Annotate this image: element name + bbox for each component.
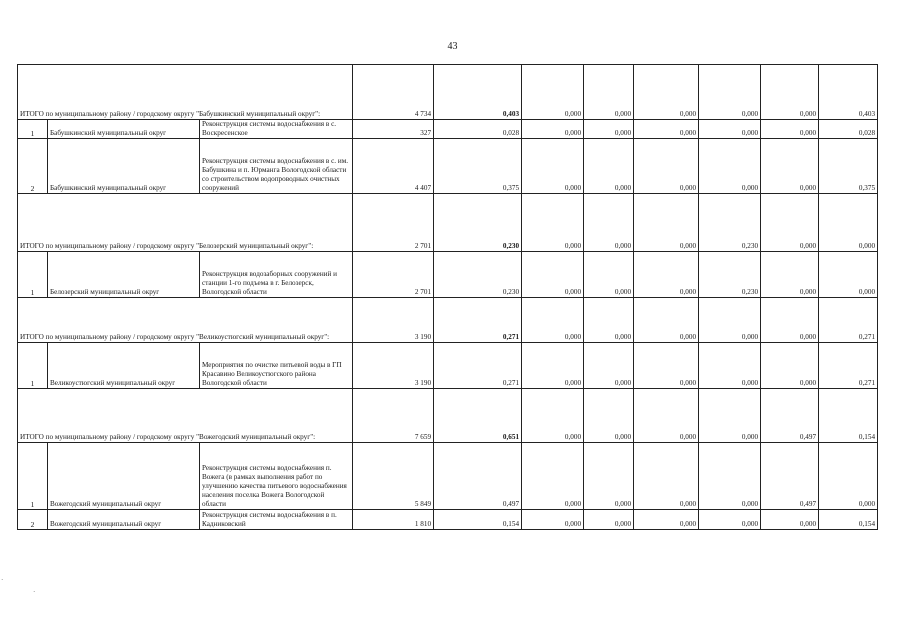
total-value-cell: 0,403 [434,65,522,120]
total-value-cell: 0,000 [634,298,699,343]
value-cell: 0,000 [819,443,878,510]
municipality-cell: Вожегодский муниципальный округ [48,443,200,510]
total-value-cell: 0,000 [699,389,761,443]
value-cell: 0,028 [819,120,878,139]
value-cell: 0,000 [761,139,819,194]
total-value-cell: 0,271 [434,298,522,343]
total-value-cell: 0,000 [634,65,699,120]
value-cell: 0,154 [434,510,522,530]
row-index: 1 [18,120,48,139]
total-label: ИТОГО по муниципальному району / городскому округу "Бабушкинский муниципальный округ": [18,65,353,120]
row-index: 2 [18,510,48,530]
project-description-cell: Реконструкция системы водоснабжения в с. им. Бабушкина и п. Юрманга Вологодской области со строительством водопроводных очистных сооружений [200,139,353,194]
value-cell: 0,000 [584,252,634,298]
total-value-cell: 0,000 [761,194,819,252]
total-row [18,298,878,343]
project-description-cell: Реконструкция системы водоснабжения в п. Кадниковский [200,510,353,530]
value-cell: 5 849 [353,443,434,510]
table-row [18,139,878,194]
total-value-cell: 0,000 [699,65,761,120]
total-value-cell: 2 701 [353,194,434,252]
total-value-cell: 0,000 [761,298,819,343]
total-row [18,65,878,120]
total-value-cell: 0,000 [584,65,634,120]
value-cell: 0,000 [761,343,819,389]
value-cell: 0,000 [522,139,584,194]
value-cell: 0,000 [634,252,699,298]
value-cell: 0,000 [634,443,699,510]
margin-mark: · [33,588,36,596]
total-value-cell: 0,000 [819,194,878,252]
total-label: ИТОГО по муниципальному району / городскому округу "Великоустюгский муниципальный округ": [18,298,353,343]
total-value-cell: 0,154 [819,389,878,443]
project-description-cell: Мероприятия по очистке питьевой воды в ГП Красавино Великоустюгского района Вологодской области [200,343,353,389]
value-cell: 0,000 [584,443,634,510]
total-value-cell: 0,000 [584,194,634,252]
value-cell: 0,000 [699,443,761,510]
value-cell: 0,230 [434,252,522,298]
value-cell: 0,000 [761,510,819,530]
project-description-cell: Реконструкция системы водоснабжения в с. Воскресенское [200,120,353,139]
total-value-cell: 7 659 [353,389,434,443]
table-row [18,443,878,510]
value-cell: 0,000 [522,510,584,530]
value-cell: 0,000 [584,139,634,194]
row-index: 2 [18,139,48,194]
total-value-cell: 0,230 [434,194,522,252]
value-cell: 4 407 [353,139,434,194]
value-cell: 2 701 [353,252,434,298]
value-cell: 0,375 [819,139,878,194]
value-cell: 0,000 [819,252,878,298]
value-cell: 0,271 [819,343,878,389]
value-cell: 0,000 [699,510,761,530]
table-row [18,343,878,389]
total-value-cell: 0,497 [761,389,819,443]
value-cell: 0,000 [522,343,584,389]
value-cell: 0,000 [584,120,634,139]
value-cell: 0,000 [634,343,699,389]
value-cell: 0,000 [634,120,699,139]
total-label: ИТОГО по муниципальному району / городскому округу "Вожегодский муниципальный округ": [18,389,353,443]
total-value-cell: 0,000 [522,389,584,443]
total-value-cell: 0,000 [522,65,584,120]
total-value-cell: 0,271 [819,298,878,343]
value-cell: 0,000 [634,139,699,194]
total-value-cell: 0,230 [699,194,761,252]
project-description-cell: Реконструкция водозаборных сооружений и станции 1-го подъема в г. Белозерск, Вологодской области [200,252,353,298]
total-value-cell: 0,000 [761,65,819,120]
margin-mark: · [1,576,4,584]
project-description-cell: Реконструкция системы водоснабжения п. Вожега (в рамках выполнения работ по улучшению качества питьевого водоснабжения населения поселка Вожега Вологодской области [200,443,353,510]
municipality-cell: Великоустюгский муниципальный округ [48,343,200,389]
total-value-cell: 0,000 [634,389,699,443]
total-value-cell: 0,000 [584,298,634,343]
total-value-cell: 0,000 [634,194,699,252]
value-cell: 0,000 [699,120,761,139]
table-row [18,252,878,298]
value-cell: 0,230 [699,252,761,298]
value-cell: 0,000 [522,120,584,139]
municipality-cell: Белозерский муниципальный округ [48,252,200,298]
total-value-cell: 3 190 [353,298,434,343]
page-number: 43 [447,41,458,52]
value-cell: 0,000 [522,252,584,298]
municipality-cell: Бабушкинский муниципальный округ [48,120,200,139]
value-cell: 0,000 [634,510,699,530]
table-row [18,120,878,139]
municipality-cell: Вожегодский муниципальный округ [48,510,200,530]
value-cell: 0,000 [699,139,761,194]
total-value-cell: 0,651 [434,389,522,443]
total-value-cell: 0,000 [584,389,634,443]
total-row [18,194,878,252]
value-cell: 0,000 [584,343,634,389]
value-cell: 0,000 [699,343,761,389]
value-cell: 0,000 [584,510,634,530]
row-index: 1 [18,252,48,298]
total-value-cell: 0,000 [699,298,761,343]
total-value-cell: 0,403 [819,65,878,120]
value-cell: 1 810 [353,510,434,530]
table-body [18,65,878,530]
value-cell: 0,000 [761,120,819,139]
value-cell: 0,000 [761,252,819,298]
total-value-cell: 0,000 [522,194,584,252]
row-index: 1 [18,343,48,389]
total-row [18,389,878,443]
value-cell: 0,497 [434,443,522,510]
value-cell: 0,154 [819,510,878,530]
total-value-cell: 0,000 [522,298,584,343]
value-cell: 0,375 [434,139,522,194]
value-cell: 0,497 [761,443,819,510]
row-index: 1 [18,443,48,510]
value-cell: 327 [353,120,434,139]
total-value-cell: 4 734 [353,65,434,120]
value-cell: 3 190 [353,343,434,389]
municipality-cell: Бабушкинский муниципальный округ [48,139,200,194]
value-cell: 0,028 [434,120,522,139]
value-cell: 0,000 [522,443,584,510]
table-row [18,510,878,530]
value-cell: 0,271 [434,343,522,389]
investment-table [17,64,878,530]
total-label: ИТОГО по муниципальному району / городскому округу "Белозерский муниципальный округ": [18,194,353,252]
